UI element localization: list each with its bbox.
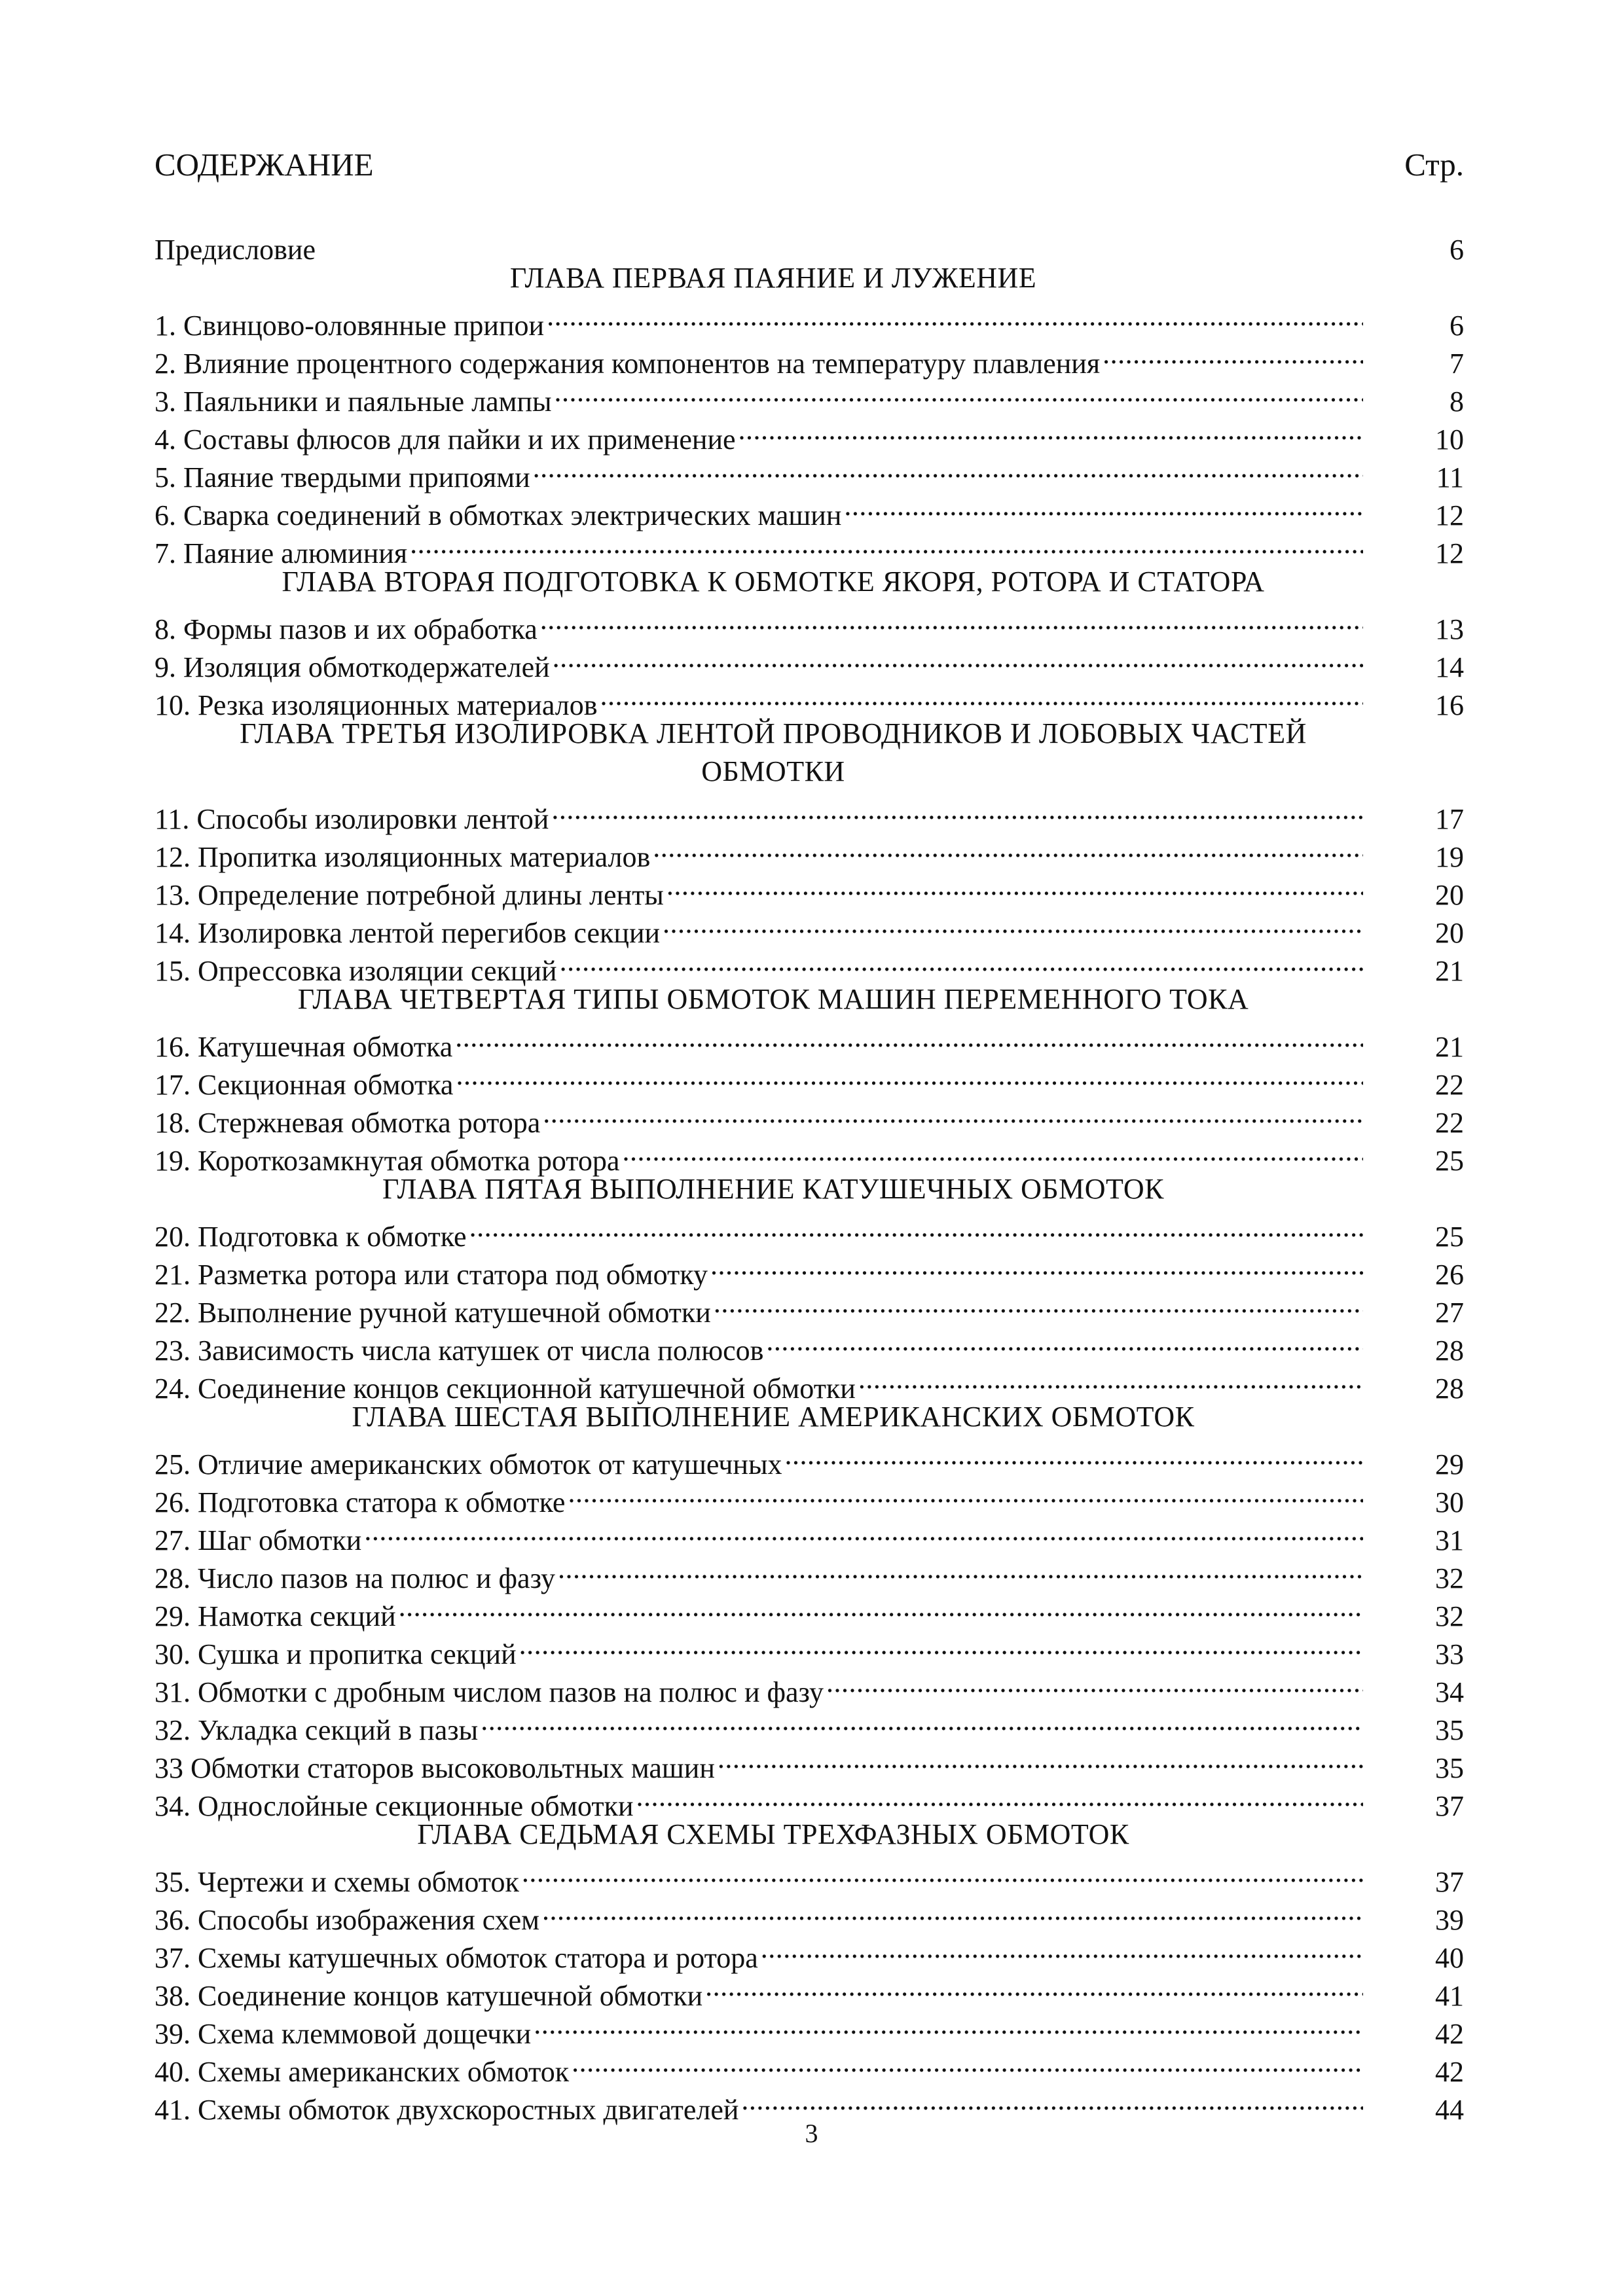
toc-entry-title: 23. Зависимость числа катушек от числа полюсов: [155, 1335, 764, 1367]
toc-entry-page: 16: [1435, 689, 1464, 721]
dot-leader: [456, 1056, 1363, 1094]
toc-entry-page: 6: [1450, 234, 1464, 266]
toc-entry-page: 35: [1435, 1714, 1464, 1746]
toc-entry-page: 21: [1435, 955, 1464, 987]
toc-entry-page: 42: [1435, 2018, 1464, 2050]
toc-entry[interactable]: [155, 791, 1464, 835]
toc-entry-page: 12: [1435, 537, 1464, 569]
toc-entry-title: 13. Определение потребной длины ленты: [155, 879, 664, 911]
chapter-heading-line: ГЛАВА ТРЕТЬЯ ИЗОЛИРОВКА ЛЕНТОЙ ПРОВОДНИКОВ И ЛОБОВЫХ ЧАСТЕЙ: [240, 717, 1307, 749]
dot-leader: [572, 2043, 1363, 2081]
document-page: [155, 145, 1464, 2126]
toc-entry-title: 16. Катушечная обмотка: [155, 1031, 453, 1063]
dot-leader: [533, 449, 1363, 487]
dot-leader: [534, 2005, 1363, 2043]
toc-entry-title: 3. Паяльники и паяльные лампы: [155, 386, 552, 418]
toc-entry-title: 41. Схемы обмоток двухскоростных двигателей: [155, 2094, 739, 2126]
chapter-heading: ГЛАВА СЕДЬМАЯ СХЕМЫ ТРЕХФАЗНЫХ ОБМОТОК: [417, 1818, 1129, 1850]
dot-leader: [481, 1702, 1363, 1740]
toc-entry[interactable]: [155, 1208, 1464, 1253]
dot-leader: [714, 1284, 1363, 1322]
toc-entry-title: 11. Способы изолировки лентой: [155, 803, 549, 835]
dot-leader: [858, 1360, 1363, 1398]
toc-entry-page: 13: [1435, 613, 1464, 645]
toc-header: [155, 145, 1464, 185]
dot-leader: [663, 905, 1363, 942]
toc-entry-title: 9. Изоляция обмоткодержателей: [155, 651, 550, 683]
toc-entry-title: 1. Свинцово-оловянные припои: [155, 310, 545, 342]
toc-entry-page: 22: [1435, 1069, 1464, 1101]
toc-entry-title: 21. Разметка ротора или статора под обмотку: [155, 1259, 708, 1291]
toc-entry-page: 44: [1435, 2094, 1464, 2126]
page-column-label: Стр.: [1404, 147, 1464, 183]
toc-entry-page: 8: [1450, 386, 1464, 418]
toc-entry-page: 10: [1435, 423, 1464, 456]
toc-entry-page: 22: [1435, 1107, 1464, 1139]
dot-leader: [410, 525, 1363, 563]
dot-leader: [542, 1892, 1363, 1929]
dot-leader: [399, 1588, 1363, 1626]
page-number: 3: [805, 2119, 818, 2148]
toc-entry-title: 18. Стержневая обмотка ротора: [155, 1107, 541, 1139]
toc-entry-page: 27: [1435, 1297, 1464, 1329]
toc-entry-title: 36. Способы изображения схем: [155, 1904, 539, 1936]
dot-leader: [318, 221, 1363, 259]
toc-entry-title: 30. Сушка и пропитка секций: [155, 1638, 517, 1670]
toc-entry-page: 31: [1435, 1524, 1464, 1556]
toc-entry[interactable]: [155, 221, 1464, 266]
toc-entry-page: 32: [1435, 1600, 1464, 1632]
dot-leader: [551, 791, 1363, 829]
table-of-contents: [155, 221, 1464, 2126]
toc-entry-page: 40: [1435, 1942, 1464, 1974]
toc-entry[interactable]: [155, 1018, 1464, 1063]
toc-entry-title: 22. Выполнение ручной катушечной обмотки: [155, 1297, 711, 1329]
dot-leader: [666, 867, 1363, 905]
toc-entry-page: 14: [1435, 651, 1464, 683]
toc-entry-page: 17: [1435, 803, 1464, 835]
toc-entry-title: 33 Обмотки статоров высоковольтных машин: [155, 1752, 715, 1784]
dot-leader: [622, 1132, 1363, 1170]
toc-entry-title: 39. Схема клеммовой дощечки: [155, 2018, 532, 2050]
toc-entry-title: 6. Сварка соединений в обмотках электрических машин: [155, 499, 842, 531]
toc-entry-title: 12. Пропитка изоляционных материалов: [155, 841, 651, 873]
chapter-heading: ГЛАВА ПЯТАЯ ВЫПОЛНЕНИЕ КАТУШЕЧНЫХ ОБМОТОК: [382, 1173, 1164, 1205]
toc-entry-title: 20. Подготовка к обмотке: [155, 1221, 467, 1253]
dot-leader: [555, 373, 1363, 411]
toc-entry-title: 2. Влияние процентного содержания компонентов на температуру плавления: [155, 348, 1101, 380]
toc-entry-title: 40. Схемы американских обмоток: [155, 2056, 570, 2088]
dot-leader: [519, 1626, 1363, 1664]
dot-leader: [785, 1436, 1363, 1474]
toc-entry-page: 32: [1435, 1562, 1464, 1594]
toc-entry[interactable]: [155, 1436, 1464, 1480]
chapter-heading: [155, 715, 1464, 791]
toc-entry-page: 34: [1435, 1676, 1464, 1708]
chapter-heading: ГЛАВА ШЕСТАЯ ВЫПОЛНЕНИЕ АМЕРИКАНСКИХ ОБМОТОК: [352, 1401, 1195, 1433]
toc-entry-title: 25. Отличие американских обмоток от катушечных: [155, 1448, 782, 1480]
dot-leader: [705, 1967, 1363, 2005]
toc-entry-page: 20: [1435, 917, 1464, 949]
toc-entry-title: 19. Короткозамкнутая обмотка ротора: [155, 1145, 620, 1177]
dot-leader: [826, 1664, 1363, 1702]
dot-leader: [1103, 335, 1363, 373]
dot-leader: [469, 1208, 1363, 1246]
toc-entry-page: 29: [1435, 1448, 1464, 1480]
toc-entry-title: 34. Однослойные секционные обмотки: [155, 1790, 634, 1822]
toc-entry-title: 37. Схемы катушечных обмоток статора и ротора: [155, 1942, 758, 1974]
toc-title: СОДЕРЖАНИЕ: [155, 147, 374, 183]
dot-leader: [522, 1854, 1363, 1892]
dot-leader: [553, 639, 1363, 677]
dot-leader: [653, 829, 1363, 867]
dot-leader: [600, 677, 1364, 715]
chapter-heading: ГЛАВА ВТОРАЯ ПОДГОТОВКА К ОБМОТКЕ ЯКОРЯ, РОТОРА И СТАТОРА: [282, 565, 1265, 598]
toc-entry-page: 41: [1435, 1980, 1464, 2012]
chapter-heading-line: ОБМОТКИ: [701, 755, 845, 787]
toc-entry-title: 14. Изолировка лентой перегибов секции: [155, 917, 661, 949]
dot-leader: [636, 1778, 1363, 1816]
toc-entry-title: 24. Соединение концов секционной катушечной обмотки: [155, 1372, 856, 1405]
dot-leader: [547, 297, 1363, 335]
dot-leader: [543, 1094, 1363, 1132]
toc-entry-page: 26: [1435, 1259, 1464, 1291]
toc-entry-title: 4. Составы флюсов для пайки и их применение: [155, 423, 736, 456]
toc-entry-page: 11: [1436, 461, 1464, 493]
toc-entry-page: 6: [1450, 310, 1464, 342]
dot-leader: [558, 1550, 1363, 1588]
dot-leader: [741, 2081, 1363, 2119]
toc-entry-page: 37: [1435, 1866, 1464, 1898]
toc-entry-title: 38. Соединение концов катушечной обмотки: [155, 1980, 703, 2012]
toc-entry-title: 35. Чертежи и схемы обмоток: [155, 1866, 519, 1898]
toc-entry-page: 12: [1435, 499, 1464, 531]
toc-entry-page: 42: [1435, 2056, 1464, 2088]
toc-entry-page: 33: [1435, 1638, 1464, 1670]
toc-entry-title: 29. Намотка секций: [155, 1600, 396, 1632]
toc-entry-page: 25: [1435, 1221, 1464, 1253]
toc-entry-title: 7. Паяние алюминия: [155, 537, 408, 569]
dot-leader: [560, 942, 1363, 980]
toc-entry-page: 39: [1435, 1904, 1464, 1936]
toc-entry-title: 28. Число пазов на полюс и фазу: [155, 1562, 556, 1594]
toc-entry-page: 21: [1435, 1031, 1464, 1063]
dot-leader: [761, 1929, 1363, 1967]
dot-leader: [540, 601, 1363, 639]
dot-leader: [568, 1474, 1363, 1512]
toc-entry-page: 28: [1435, 1372, 1464, 1405]
toc-entry-page: 7: [1450, 348, 1464, 380]
toc-entry[interactable]: [155, 297, 1464, 342]
dot-leader: [718, 1740, 1363, 1778]
toc-entry-page: 25: [1435, 1145, 1464, 1177]
chapter-heading: ГЛАВА ПЕРВАЯ ПАЯНИЕ И ЛУЖЕНИЕ: [509, 262, 1037, 294]
dot-leader: [844, 487, 1363, 525]
dot-leader: [364, 1512, 1363, 1550]
toc-entry-title: 5. Паяние твердыми припоями: [155, 461, 530, 493]
toc-entry-page: 19: [1435, 841, 1464, 873]
toc-entry-page: 35: [1435, 1752, 1464, 1784]
toc-entry-title: 15. Опрессовка изоляции секций: [155, 955, 557, 987]
toc-entry-page: 30: [1435, 1486, 1464, 1518]
toc-entry-title: 32. Укладка секций в пазы: [155, 1714, 479, 1746]
toc-entry-title: 8. Формы пазов и их обработка: [155, 613, 538, 645]
toc-entry-title: 27. Шаг обмотки: [155, 1524, 362, 1556]
toc-entry[interactable]: [155, 1854, 1464, 1898]
toc-entry-page: 37: [1435, 1790, 1464, 1822]
toc-entry-page: 28: [1435, 1335, 1464, 1367]
toc-entry-title: 26. Подготовка статора к обмотке: [155, 1486, 566, 1518]
dot-leader: [766, 1322, 1363, 1360]
dot-leader: [739, 411, 1363, 449]
toc-entry-title: 17. Секционная обмотка: [155, 1069, 454, 1101]
dot-leader: [710, 1246, 1363, 1284]
toc-entry-title: Предисловие: [155, 234, 316, 266]
toc-entry-title: 10. Резка изоляционных материалов: [155, 689, 598, 721]
dot-leader: [455, 1018, 1363, 1056]
toc-entry-title: 31. Обмотки с дробным числом пазов на полюс и фазу: [155, 1676, 824, 1708]
chapter-heading: ГЛАВА ЧЕТВЕРТАЯ ТИПЫ ОБМОТОК МАШИН ПЕРЕМЕННОГО ТОКА: [297, 983, 1249, 1015]
toc-entry-page: 20: [1435, 879, 1464, 911]
toc-entry[interactable]: [155, 601, 1464, 645]
